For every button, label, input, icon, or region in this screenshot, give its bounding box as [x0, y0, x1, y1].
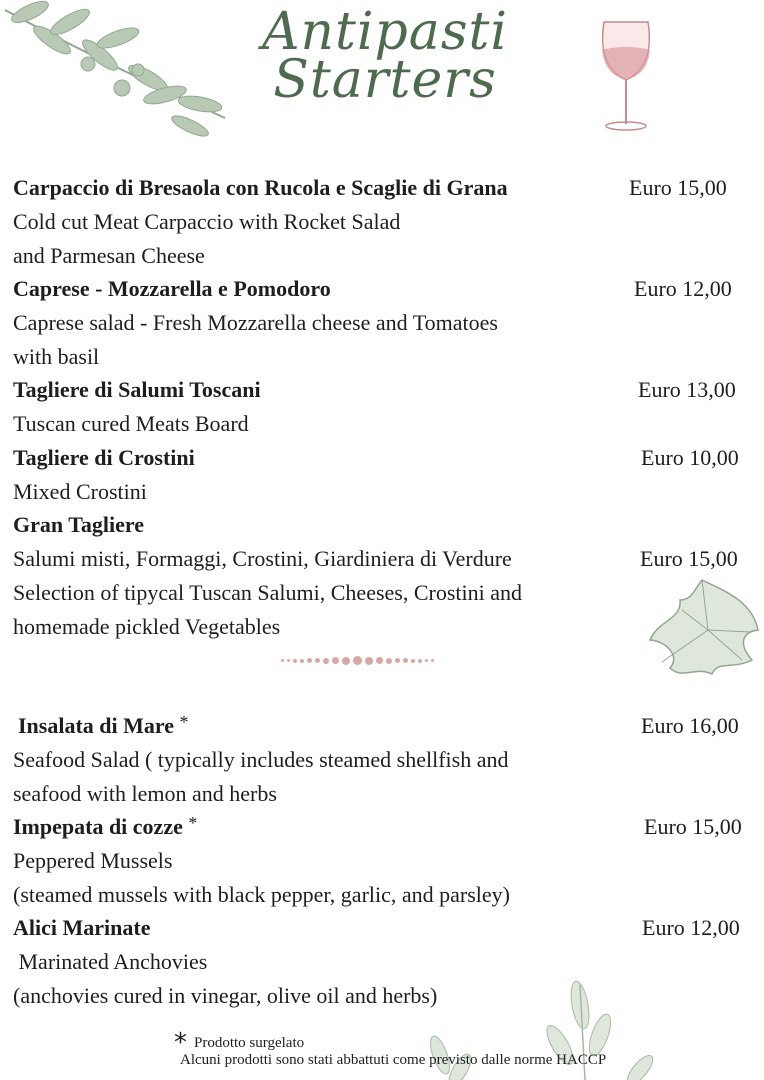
item-description: Marinated Anchovies — [13, 949, 208, 974]
item-name: Carpaccio di Bresaola con Rucola e Scaglie di Grana — [13, 175, 508, 200]
item-price: Euro 13,00 — [638, 377, 736, 402]
item-description: Tuscan cured Meats Board — [13, 411, 249, 436]
item-name: Impepata di cozze * — [13, 813, 198, 839]
item-description: Salumi misti, Formaggi, Crostini, Giardiniera di Verdure — [13, 546, 512, 571]
item-description: with basil — [13, 344, 100, 369]
item-description: seafood with lemon and herbs — [13, 781, 277, 806]
title-line-1: Antipasti — [261, 2, 509, 62]
item-price: Euro 15,00 — [644, 814, 742, 839]
item-name: Gran Tagliere — [13, 512, 144, 537]
item-description: Mixed Crostini — [13, 479, 147, 504]
item-description: homemade pickled Vegetables — [13, 614, 281, 639]
item-price: Euro 15,00 — [629, 175, 727, 200]
item-description: Caprese salad - Fresh Mozzarella cheese and Tomatoes — [13, 310, 498, 335]
section-divider — [281, 656, 434, 665]
item-description: (steamed mussels with black pepper, garlic, and parsley) — [13, 882, 511, 907]
olive-branch-icon — [0, 0, 235, 140]
item-price: Euro 12,00 — [634, 276, 732, 301]
item-price: Euro 12,00 — [642, 915, 740, 940]
footnote-frozen: Prodotto surgelato — [194, 1035, 305, 1051]
title-line-2: Starters — [273, 50, 497, 110]
item-price: Euro 15,00 — [640, 546, 738, 571]
item-name: Caprese - Mozzarella e Pomodoro — [13, 276, 331, 301]
wine-glass-icon — [596, 18, 656, 134]
frozen-marker: * — [188, 813, 198, 833]
item-description: and Parmesan Cheese — [13, 243, 205, 268]
footnote-asterisk: * — [174, 1028, 187, 1058]
item-description: Selection of tipycal Tuscan Salumi, Cheeses, Crostini and — [13, 580, 523, 605]
item-description: Cold cut Meat Carpaccio with Rocket Salad — [13, 209, 401, 234]
fig-leaf-icon — [642, 570, 764, 710]
item-name: Alici Marinate — [13, 915, 151, 940]
item-name: Tagliere di Crostini — [13, 445, 195, 470]
frozen-marker: * — [179, 712, 189, 732]
page-title — [250, 2, 520, 110]
item-price: Euro 10,00 — [641, 445, 739, 470]
item-description: Peppered Mussels — [13, 848, 173, 873]
item-name: Insalata di Mare * — [18, 712, 189, 738]
item-description: Seafood Salad ( typically includes steamed shellfish and — [13, 747, 509, 772]
item-price: Euro 16,00 — [641, 713, 739, 738]
item-name: Tagliere di Salumi Toscani — [13, 377, 261, 402]
footnote-haccp: Alcuni prodotti sono stati abbattuti come previsto dalle norme HACCP — [180, 1052, 607, 1068]
item-description: (anchovies cured in vinegar, olive oil and herbs) — [13, 983, 438, 1008]
